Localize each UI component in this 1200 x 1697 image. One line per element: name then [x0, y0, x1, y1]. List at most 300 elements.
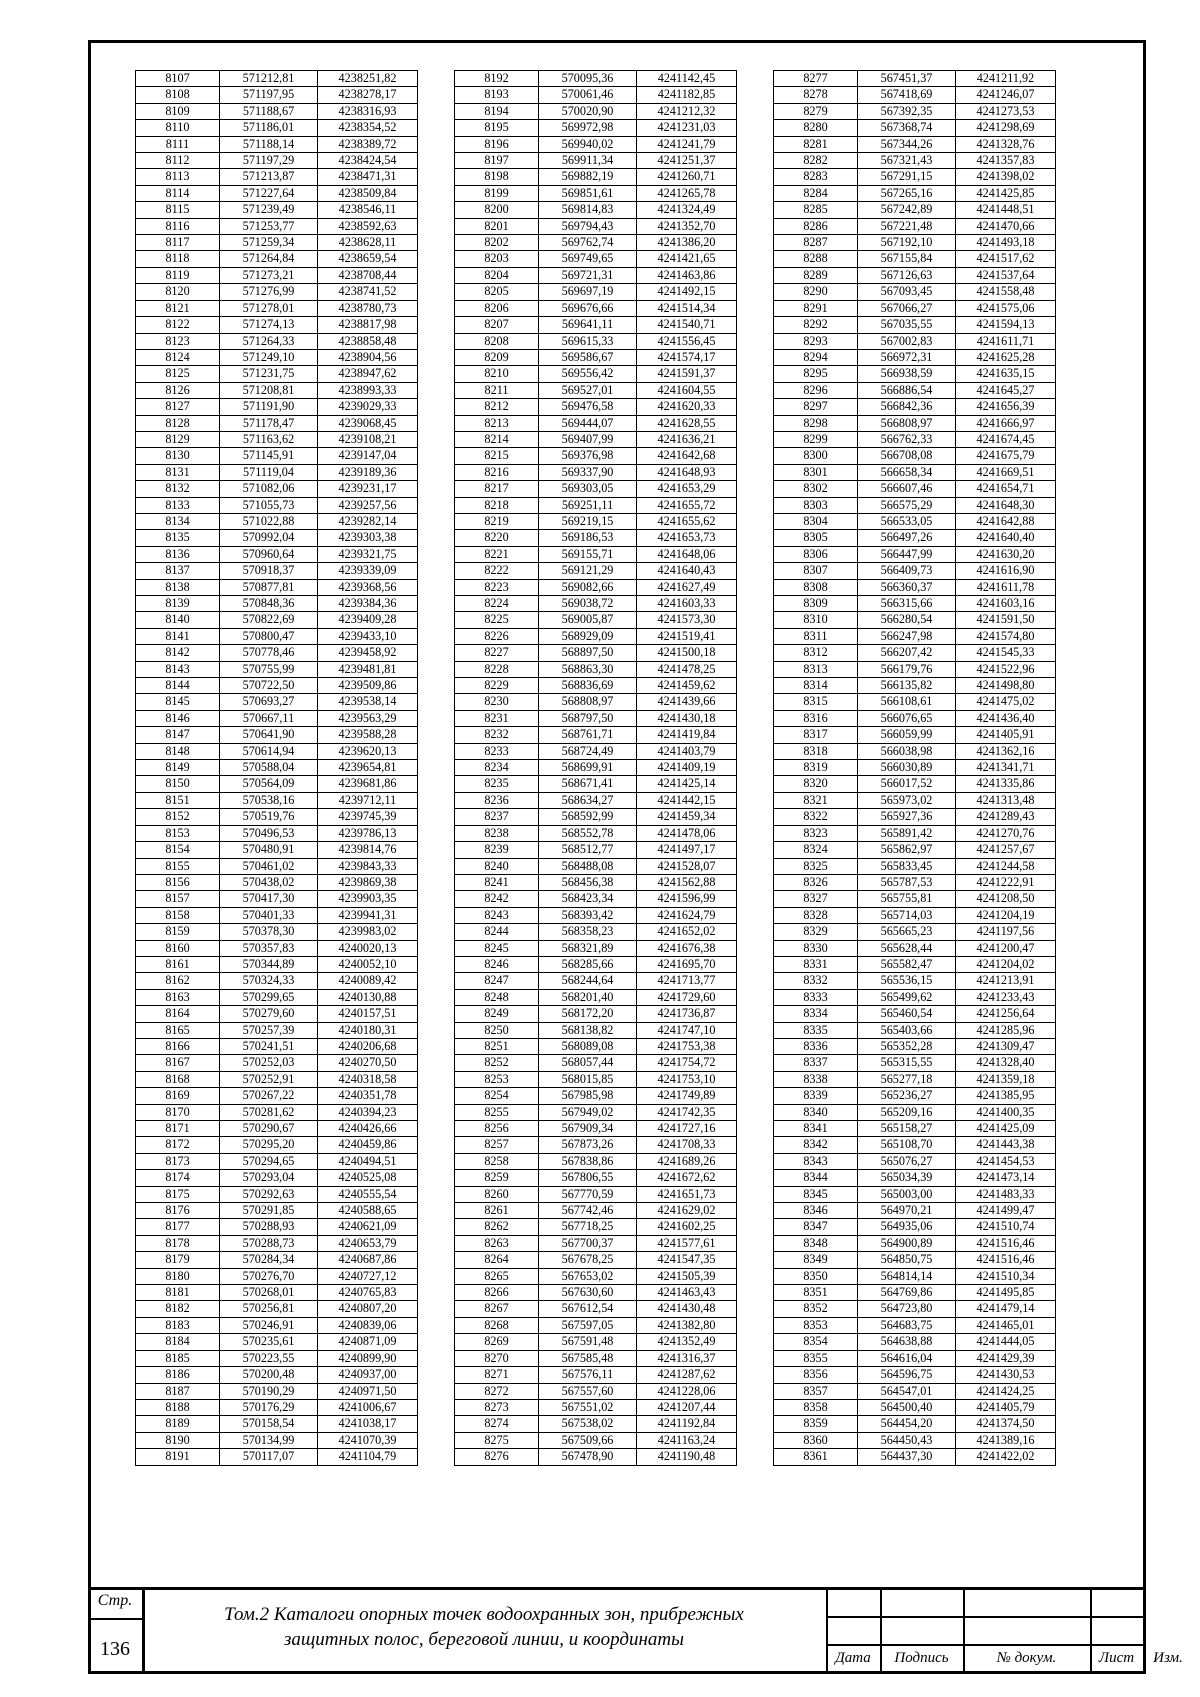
- point-number-cell: 8344: [774, 1170, 858, 1186]
- y-coordinate-cell: 4241611,78: [956, 579, 1056, 595]
- y-coordinate-cell: 4240020,13: [318, 940, 418, 956]
- x-coordinate-cell: 570281,62: [220, 1104, 318, 1120]
- point-number-cell: 8172: [136, 1137, 220, 1153]
- point-number-cell: 8173: [136, 1153, 220, 1169]
- table-row: [774, 153, 1056, 169]
- y-coordinate-cell: 4241753,10: [637, 1071, 737, 1087]
- point-number-cell: 8222: [455, 563, 539, 579]
- table-row: [455, 1121, 737, 1137]
- point-number-cell: 8345: [774, 1186, 858, 1202]
- point-number-cell: 8323: [774, 825, 858, 841]
- y-coordinate-cell: 4241212,32: [637, 103, 737, 119]
- table-row: [455, 382, 737, 398]
- table-row: [136, 1367, 418, 1383]
- x-coordinate-cell: 569615,33: [539, 333, 637, 349]
- x-coordinate-cell: 570480,91: [220, 842, 318, 858]
- table-row: [774, 956, 1056, 972]
- page-number: 136: [100, 1638, 130, 1660]
- x-coordinate-cell: 566076,65: [858, 710, 956, 726]
- point-number-cell: 8220: [455, 530, 539, 546]
- x-coordinate-cell: 566886,54: [858, 382, 956, 398]
- point-number-cell: 8293: [774, 333, 858, 349]
- point-number-cell: 8267: [455, 1301, 539, 1317]
- y-coordinate-cell: 4241362,16: [956, 743, 1056, 759]
- y-coordinate-cell: 4241208,50: [956, 891, 1056, 907]
- table-row: [136, 431, 418, 447]
- x-coordinate-cell: 570235,61: [220, 1334, 318, 1350]
- y-coordinate-cell: 4241574,17: [637, 349, 737, 365]
- point-number-cell: 8192: [455, 71, 539, 87]
- x-coordinate-cell: 570401,33: [220, 907, 318, 923]
- x-coordinate-cell: 567538,02: [539, 1416, 637, 1432]
- table-row: [455, 448, 737, 464]
- y-coordinate-cell: 4241642,68: [637, 448, 737, 464]
- x-coordinate-cell: 569186,53: [539, 530, 637, 546]
- y-coordinate-cell: 4240871,09: [318, 1334, 418, 1350]
- x-coordinate-cell: 567770,59: [539, 1186, 637, 1202]
- table-row: [136, 202, 418, 218]
- y-coordinate-cell: 4239588,28: [318, 727, 418, 743]
- y-coordinate-cell: 4241228,06: [637, 1383, 737, 1399]
- point-number-cell: 8284: [774, 185, 858, 201]
- table-row: [455, 87, 737, 103]
- point-number-cell: 8311: [774, 628, 858, 644]
- point-number-cell: 8351: [774, 1285, 858, 1301]
- point-number-cell: 8272: [455, 1383, 539, 1399]
- y-coordinate-cell: 4240621,09: [318, 1219, 418, 1235]
- y-coordinate-cell: 4241328,76: [956, 136, 1056, 152]
- y-coordinate-cell: 4239481,81: [318, 661, 418, 677]
- point-number-cell: 8285: [774, 202, 858, 218]
- point-number-cell: 8360: [774, 1432, 858, 1448]
- page-cell-divider: [88, 1618, 142, 1620]
- y-coordinate-cell: 4238904,56: [318, 349, 418, 365]
- x-coordinate-cell: 567509,66: [539, 1432, 637, 1448]
- x-coordinate-cell: 570614,94: [220, 743, 318, 759]
- table-row: [774, 661, 1056, 677]
- x-coordinate-cell: 567451,37: [858, 71, 956, 87]
- point-number-cell: 8170: [136, 1104, 220, 1120]
- point-number-cell: 8144: [136, 678, 220, 694]
- x-coordinate-cell: 570800,47: [220, 628, 318, 644]
- table-row: [136, 1055, 418, 1071]
- x-coordinate-cell: 564596,75: [858, 1367, 956, 1383]
- table-row: [136, 989, 418, 1005]
- y-coordinate-cell: 4239843,33: [318, 858, 418, 874]
- y-coordinate-cell: 4240839,06: [318, 1317, 418, 1333]
- x-coordinate-cell: 565927,36: [858, 809, 956, 825]
- point-number-cell: 8193: [455, 87, 539, 103]
- table-row: [136, 87, 418, 103]
- document-title-line-1: Том.2 Каталоги опорных точек водоохранных зон, прибрежных: [224, 1604, 744, 1625]
- table-row: [774, 596, 1056, 612]
- x-coordinate-cell: 567265,16: [858, 185, 956, 201]
- point-number-cell: 8134: [136, 513, 220, 529]
- y-coordinate-cell: 4241574,80: [956, 628, 1056, 644]
- y-coordinate-cell: 4241652,02: [637, 924, 737, 940]
- x-coordinate-cell: 566247,98: [858, 628, 956, 644]
- table-row: [136, 710, 418, 726]
- table-row: [136, 956, 418, 972]
- x-coordinate-cell: 571186,01: [220, 120, 318, 136]
- table-row: [455, 874, 737, 890]
- point-number-cell: 8194: [455, 103, 539, 119]
- point-number-cell: 8276: [455, 1449, 539, 1465]
- y-coordinate-cell: 4241611,71: [956, 333, 1056, 349]
- x-coordinate-cell: 567718,25: [539, 1219, 637, 1235]
- y-coordinate-cell: 4241463,86: [637, 267, 737, 283]
- point-number-cell: 8187: [136, 1383, 220, 1399]
- x-coordinate-cell: 569407,99: [539, 431, 637, 447]
- point-number-cell: 8290: [774, 284, 858, 300]
- y-coordinate-cell: 4239068,45: [318, 415, 418, 431]
- table-row: [774, 612, 1056, 628]
- x-coordinate-cell: 570564,09: [220, 776, 318, 792]
- coordinates-table-3: [773, 70, 1056, 1466]
- x-coordinate-cell: 570722,50: [220, 678, 318, 694]
- table-row: [774, 1235, 1056, 1251]
- x-coordinate-cell: 564454,20: [858, 1416, 956, 1432]
- table-row: [774, 1170, 1056, 1186]
- y-coordinate-cell: 4241594,13: [956, 317, 1056, 333]
- point-number-cell: 8131: [136, 464, 220, 480]
- table-row: [774, 727, 1056, 743]
- y-coordinate-cell: 4240971,50: [318, 1383, 418, 1399]
- y-coordinate-cell: 4238316,93: [318, 103, 418, 119]
- y-coordinate-cell: 4241313,48: [956, 792, 1056, 808]
- point-number-cell: 8357: [774, 1383, 858, 1399]
- y-coordinate-cell: 4239903,35: [318, 891, 418, 907]
- y-coordinate-cell: 4240270,50: [318, 1055, 418, 1071]
- y-coordinate-cell: 4238708,44: [318, 267, 418, 283]
- x-coordinate-cell: 566030,89: [858, 760, 956, 776]
- point-number-cell: 8257: [455, 1137, 539, 1153]
- x-coordinate-cell: 564850,75: [858, 1252, 956, 1268]
- point-number-cell: 8275: [455, 1432, 539, 1448]
- point-number-cell: 8140: [136, 612, 220, 628]
- y-coordinate-cell: 4241359,18: [956, 1071, 1056, 1087]
- table-row: [774, 1038, 1056, 1054]
- x-coordinate-cell: 564638,88: [858, 1334, 956, 1350]
- x-coordinate-cell: 569155,71: [539, 546, 637, 562]
- y-coordinate-cell: 4239257,56: [318, 497, 418, 513]
- y-coordinate-cell: 4241475,02: [956, 694, 1056, 710]
- x-coordinate-cell: 568244,64: [539, 973, 637, 989]
- point-number-cell: 8341: [774, 1121, 858, 1137]
- point-number-cell: 8142: [136, 645, 220, 661]
- point-number-cell: 8210: [455, 366, 539, 382]
- y-coordinate-cell: 4241653,29: [637, 481, 737, 497]
- y-coordinate-cell: 4240525,08: [318, 1170, 418, 1186]
- x-coordinate-cell: 566808,97: [858, 415, 956, 431]
- y-coordinate-cell: 4241672,62: [637, 1170, 737, 1186]
- y-coordinate-cell: 4240180,31: [318, 1022, 418, 1038]
- x-coordinate-cell: 571163,62: [220, 431, 318, 447]
- x-coordinate-cell: 571213,87: [220, 169, 318, 185]
- point-number-cell: 8350: [774, 1268, 858, 1284]
- point-number-cell: 8119: [136, 267, 220, 283]
- table-row: [774, 1268, 1056, 1284]
- point-number-cell: 8250: [455, 1022, 539, 1038]
- point-number-cell: 8352: [774, 1301, 858, 1317]
- table-row: [136, 399, 418, 415]
- y-coordinate-cell: 4241556,45: [637, 333, 737, 349]
- x-coordinate-cell: 567630,60: [539, 1285, 637, 1301]
- x-coordinate-cell: 569882,19: [539, 169, 637, 185]
- y-coordinate-cell: 4241403,79: [637, 743, 737, 759]
- x-coordinate-cell: 570293,04: [220, 1170, 318, 1186]
- grid-line: [826, 1616, 1143, 1618]
- table-row: [455, 563, 737, 579]
- point-number-cell: 8110: [136, 120, 220, 136]
- x-coordinate-cell: 570246,91: [220, 1317, 318, 1333]
- x-coordinate-cell: 568724,49: [539, 743, 637, 759]
- y-coordinate-cell: 4241422,02: [956, 1449, 1056, 1465]
- y-coordinate-cell: 4241398,02: [956, 169, 1056, 185]
- x-coordinate-cell: 569219,15: [539, 513, 637, 529]
- y-coordinate-cell: 4241648,93: [637, 464, 737, 480]
- point-number-cell: 8123: [136, 333, 220, 349]
- point-number-cell: 8128: [136, 415, 220, 431]
- y-coordinate-cell: 4241385,95: [956, 1088, 1056, 1104]
- y-coordinate-cell: 4241753,38: [637, 1038, 737, 1054]
- table-row: [774, 1104, 1056, 1120]
- x-coordinate-cell: 569556,42: [539, 366, 637, 382]
- table-row: [136, 1301, 418, 1317]
- table-row: [136, 973, 418, 989]
- table-row: [774, 415, 1056, 431]
- y-coordinate-cell: 4239368,56: [318, 579, 418, 595]
- x-coordinate-cell: 570588,04: [220, 760, 318, 776]
- y-coordinate-cell: 4241374,50: [956, 1416, 1056, 1432]
- y-coordinate-cell: 4240318,58: [318, 1071, 418, 1087]
- y-coordinate-cell: 4238780,73: [318, 300, 418, 316]
- x-coordinate-cell: 570288,73: [220, 1235, 318, 1251]
- x-coordinate-cell: 571227,64: [220, 185, 318, 201]
- x-coordinate-cell: 568863,30: [539, 661, 637, 677]
- table-row: [136, 185, 418, 201]
- point-number-cell: 8336: [774, 1038, 858, 1054]
- x-coordinate-cell: 566360,37: [858, 579, 956, 595]
- y-coordinate-cell: 4241273,53: [956, 103, 1056, 119]
- x-coordinate-cell: 565315,55: [858, 1055, 956, 1071]
- y-coordinate-cell: 4241635,15: [956, 366, 1056, 382]
- table-row: [136, 120, 418, 136]
- point-number-cell: 8328: [774, 907, 858, 923]
- table-row: [774, 1334, 1056, 1350]
- table-row: [136, 1186, 418, 1202]
- y-coordinate-cell: 4241357,83: [956, 153, 1056, 169]
- table-row: [774, 136, 1056, 152]
- y-coordinate-cell: 4240157,51: [318, 1006, 418, 1022]
- x-coordinate-cell: 569721,31: [539, 267, 637, 283]
- point-number-cell: 8136: [136, 546, 220, 562]
- point-number-cell: 8166: [136, 1038, 220, 1054]
- x-coordinate-cell: 566207,42: [858, 645, 956, 661]
- y-coordinate-cell: 4241270,76: [956, 825, 1056, 841]
- y-coordinate-cell: 4241241,79: [637, 136, 737, 152]
- table-row: [774, 1219, 1056, 1235]
- table-row: [455, 1449, 737, 1465]
- page-number-cell: [88, 1590, 145, 1674]
- point-number-cell: 8229: [455, 678, 539, 694]
- table-row: [455, 1006, 737, 1022]
- grid-line: [826, 1644, 1143, 1646]
- x-coordinate-cell: 567291,15: [858, 169, 956, 185]
- y-coordinate-cell: 4241038,17: [318, 1416, 418, 1432]
- y-coordinate-cell: 4241516,46: [956, 1252, 1056, 1268]
- point-number-cell: 8231: [455, 710, 539, 726]
- point-number-cell: 8239: [455, 842, 539, 858]
- x-coordinate-cell: 565862,97: [858, 842, 956, 858]
- column-change-label: Изм.: [1153, 1650, 1183, 1666]
- table-row: [774, 973, 1056, 989]
- y-coordinate-cell: 4239745,39: [318, 809, 418, 825]
- table-row: [455, 218, 737, 234]
- table-row: [455, 760, 737, 776]
- point-number-cell: 8211: [455, 382, 539, 398]
- table-row: [455, 612, 737, 628]
- table-row: [774, 1449, 1056, 1465]
- point-number-cell: 8325: [774, 858, 858, 874]
- table-row: [136, 661, 418, 677]
- table-row: [455, 333, 737, 349]
- x-coordinate-cell: 565236,27: [858, 1088, 956, 1104]
- point-number-cell: 8356: [774, 1367, 858, 1383]
- point-number-cell: 8150: [136, 776, 220, 792]
- table-row: [136, 1088, 418, 1104]
- x-coordinate-cell: 566017,52: [858, 776, 956, 792]
- x-coordinate-cell: 568456,38: [539, 874, 637, 890]
- point-number-cell: 8308: [774, 579, 858, 595]
- point-number-cell: 8141: [136, 628, 220, 644]
- x-coordinate-cell: 566972,31: [858, 349, 956, 365]
- x-coordinate-cell: 570020,90: [539, 103, 637, 119]
- x-coordinate-cell: 566708,08: [858, 448, 956, 464]
- y-coordinate-cell: 4239509,86: [318, 678, 418, 694]
- x-coordinate-cell: 568015,85: [539, 1071, 637, 1087]
- table-row: [455, 300, 737, 316]
- x-coordinate-cell: 567392,35: [858, 103, 956, 119]
- table-row: [774, 1071, 1056, 1087]
- table-row: [455, 1203, 737, 1219]
- point-number-cell: 8355: [774, 1350, 858, 1366]
- column-sheet-label: Лист: [1098, 1650, 1135, 1666]
- y-coordinate-cell: 4239189,36: [318, 464, 418, 480]
- point-number-cell: 8246: [455, 956, 539, 972]
- y-coordinate-cell: 4241244,58: [956, 858, 1056, 874]
- y-coordinate-cell: 4239983,02: [318, 924, 418, 940]
- y-coordinate-cell: 4239029,33: [318, 399, 418, 415]
- point-number-cell: 8314: [774, 678, 858, 694]
- point-number-cell: 8262: [455, 1219, 539, 1235]
- point-number-cell: 8195: [455, 120, 539, 136]
- y-coordinate-cell: 4241669,51: [956, 464, 1056, 480]
- y-coordinate-cell: 4241197,56: [956, 924, 1056, 940]
- table-row: [774, 333, 1056, 349]
- y-coordinate-cell: 4241316,37: [637, 1350, 737, 1366]
- table-row: [136, 907, 418, 923]
- x-coordinate-cell: 570822,69: [220, 612, 318, 628]
- x-coordinate-cell: 569476,58: [539, 399, 637, 415]
- y-coordinate-cell: 4241211,92: [956, 71, 1056, 87]
- point-number-cell: 8283: [774, 169, 858, 185]
- x-coordinate-cell: 565891,42: [858, 825, 956, 841]
- point-number-cell: 8317: [774, 727, 858, 743]
- table-row: [136, 825, 418, 841]
- x-coordinate-cell: 566059,99: [858, 727, 956, 743]
- point-number-cell: 8348: [774, 1235, 858, 1251]
- table-row: [774, 1383, 1056, 1399]
- y-coordinate-cell: 4241233,43: [956, 989, 1056, 1005]
- x-coordinate-cell: 568057,44: [539, 1055, 637, 1071]
- point-number-cell: 8320: [774, 776, 858, 792]
- x-coordinate-cell: 570438,02: [220, 874, 318, 890]
- y-coordinate-cell: 4238278,17: [318, 87, 418, 103]
- x-coordinate-cell: 570324,33: [220, 973, 318, 989]
- y-coordinate-cell: 4239108,21: [318, 431, 418, 447]
- point-number-cell: 8353: [774, 1317, 858, 1333]
- x-coordinate-cell: 564500,40: [858, 1399, 956, 1415]
- point-number-cell: 8346: [774, 1203, 858, 1219]
- x-coordinate-cell: 570693,27: [220, 694, 318, 710]
- x-coordinate-cell: 571208,81: [220, 382, 318, 398]
- y-coordinate-cell: 4240494,51: [318, 1153, 418, 1169]
- x-coordinate-cell: 571022,88: [220, 513, 318, 529]
- x-coordinate-cell: 568138,82: [539, 1022, 637, 1038]
- point-number-cell: 8117: [136, 235, 220, 251]
- x-coordinate-cell: 565833,45: [858, 858, 956, 874]
- x-coordinate-cell: 569697,19: [539, 284, 637, 300]
- y-coordinate-cell: 4241386,20: [637, 235, 737, 251]
- y-coordinate-cell: 4241630,20: [956, 546, 1056, 562]
- point-number-cell: 8312: [774, 645, 858, 661]
- table-row: [136, 1432, 418, 1448]
- table-row: [774, 792, 1056, 808]
- point-number-cell: 8114: [136, 185, 220, 201]
- table-row: [455, 169, 737, 185]
- y-coordinate-cell: 4240394,23: [318, 1104, 418, 1120]
- x-coordinate-cell: 570190,29: [220, 1383, 318, 1399]
- y-coordinate-cell: 4241603,16: [956, 596, 1056, 612]
- y-coordinate-cell: 4241070,39: [318, 1432, 418, 1448]
- y-coordinate-cell: 4241287,62: [637, 1367, 737, 1383]
- point-number-cell: 8287: [774, 235, 858, 251]
- point-number-cell: 8120: [136, 284, 220, 300]
- table-row: [136, 464, 418, 480]
- x-coordinate-cell: 569972,98: [539, 120, 637, 136]
- point-number-cell: 8145: [136, 694, 220, 710]
- table-row: [136, 136, 418, 152]
- point-number-cell: 8233: [455, 743, 539, 759]
- table-row: [136, 1121, 418, 1137]
- x-coordinate-cell: 567909,34: [539, 1121, 637, 1137]
- x-coordinate-cell: 569303,05: [539, 481, 637, 497]
- y-coordinate-cell: 4240727,12: [318, 1268, 418, 1284]
- table-row: [774, 628, 1056, 644]
- table-row: [455, 1088, 737, 1104]
- x-coordinate-cell: 567873,26: [539, 1137, 637, 1153]
- x-coordinate-cell: 567368,74: [858, 120, 956, 136]
- y-coordinate-cell: 4239321,75: [318, 546, 418, 562]
- point-number-cell: 8326: [774, 874, 858, 890]
- point-number-cell: 8260: [455, 1186, 539, 1202]
- table-row: [774, 349, 1056, 365]
- table-row: [455, 792, 737, 808]
- y-coordinate-cell: 4241459,62: [637, 678, 737, 694]
- x-coordinate-cell: 570848,36: [220, 596, 318, 612]
- table-row: [455, 1301, 737, 1317]
